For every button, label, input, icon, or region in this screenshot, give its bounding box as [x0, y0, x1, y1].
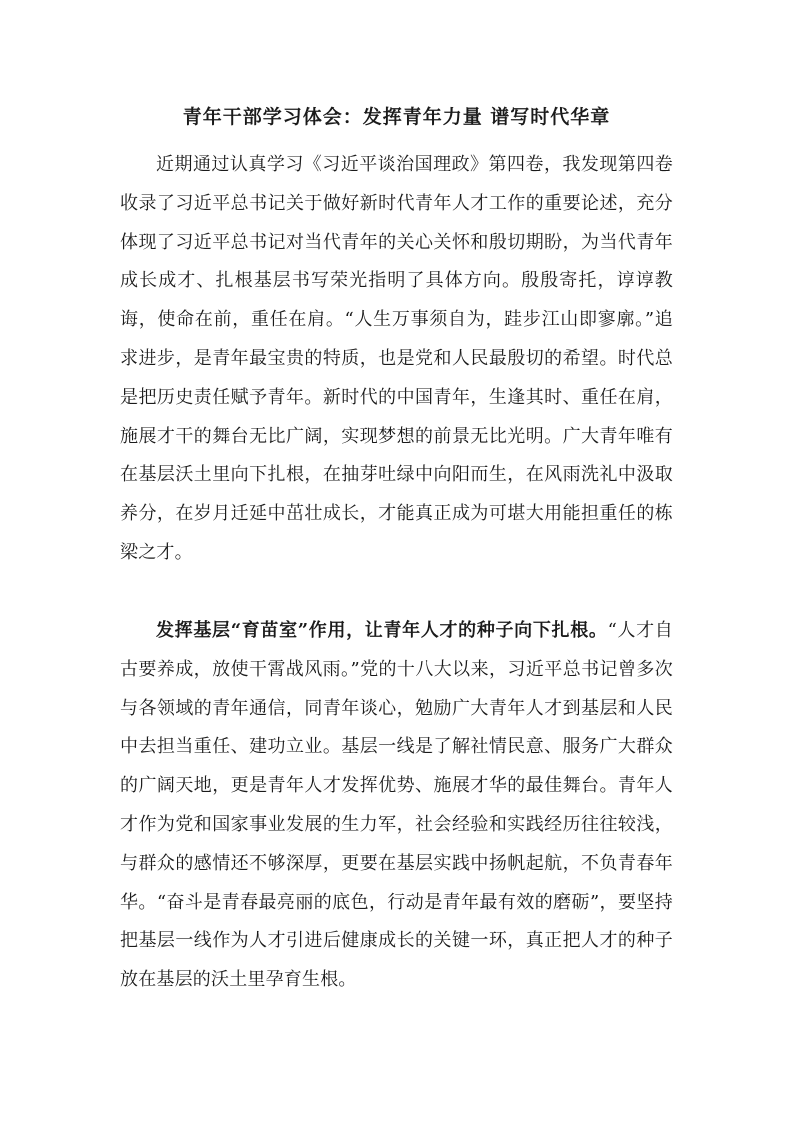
paragraph-1-text: 近期通过认真学习《习近平谈治国理政》第四卷，我发现第四卷收录了习近平总书记关于做好新时代青年人才工作的重要论述，充分体现了习近平总书记对当代青年的关心关怀和殷切期盼，为当代青年成长成才、扎根基层书写荣光指明了具体方向。殷殷寄托，谆谆教诲，使命在前，重任在肩。“人生万事须自为，跬步江山即寥廓。”追求进步，是青年最宝贵的特质，也是党和人民最殷切的希望。时代总是把历史责任赋予青年。新时代的中国青年，生逢其时、重任在肩，施展才干的舞台无比广阔，实现梦想的前景无比光明。广大青年唯有在基层沃土里向下扎根，在抽芽吐绿中向阳而生，在风雨洗礼中汲取养分，在岁月迁延中茁壮成长，才能真正成为可堪大用能担重任的栋梁之才。	[120, 154, 673, 563]
paragraph-1	[120, 146, 673, 573]
paragraph-2	[120, 612, 673, 1000]
document-title: 青年干部学习体会：发挥青年力量 谱写时代华章	[182, 106, 611, 128]
paragraph-2-text: “人才自古要养成，放使干霄战风雨。”党的十八大以来，习近平总书记曾多次与各领域的青年通信，同青年谈心，勉励广大青年人才到基层和人民中去担当重任、建功立业。基层一线是了解社情民意、服务广大群众的广阔天地，更是青年人才发挥优势、施展才华的最佳舞台。青年人才作为党和国家事业发展的生力军，社会经验和实践经历往往较浅，与群众的感情还不够深厚，更要在基层实践中扬帆起航，不负青春年华。“奋斗是青春最亮丽的底色，行动是青年最有效的磨砺”，要坚持把基层一线作为人才引进后健康成长的关键一环，真正把人才的种子放在基层的沃土里孕育生根。	[120, 620, 673, 991]
paragraph-2-lead: 发挥基层“育苗室”作用，让青年人才的种子向下扎根。	[156, 620, 608, 641]
